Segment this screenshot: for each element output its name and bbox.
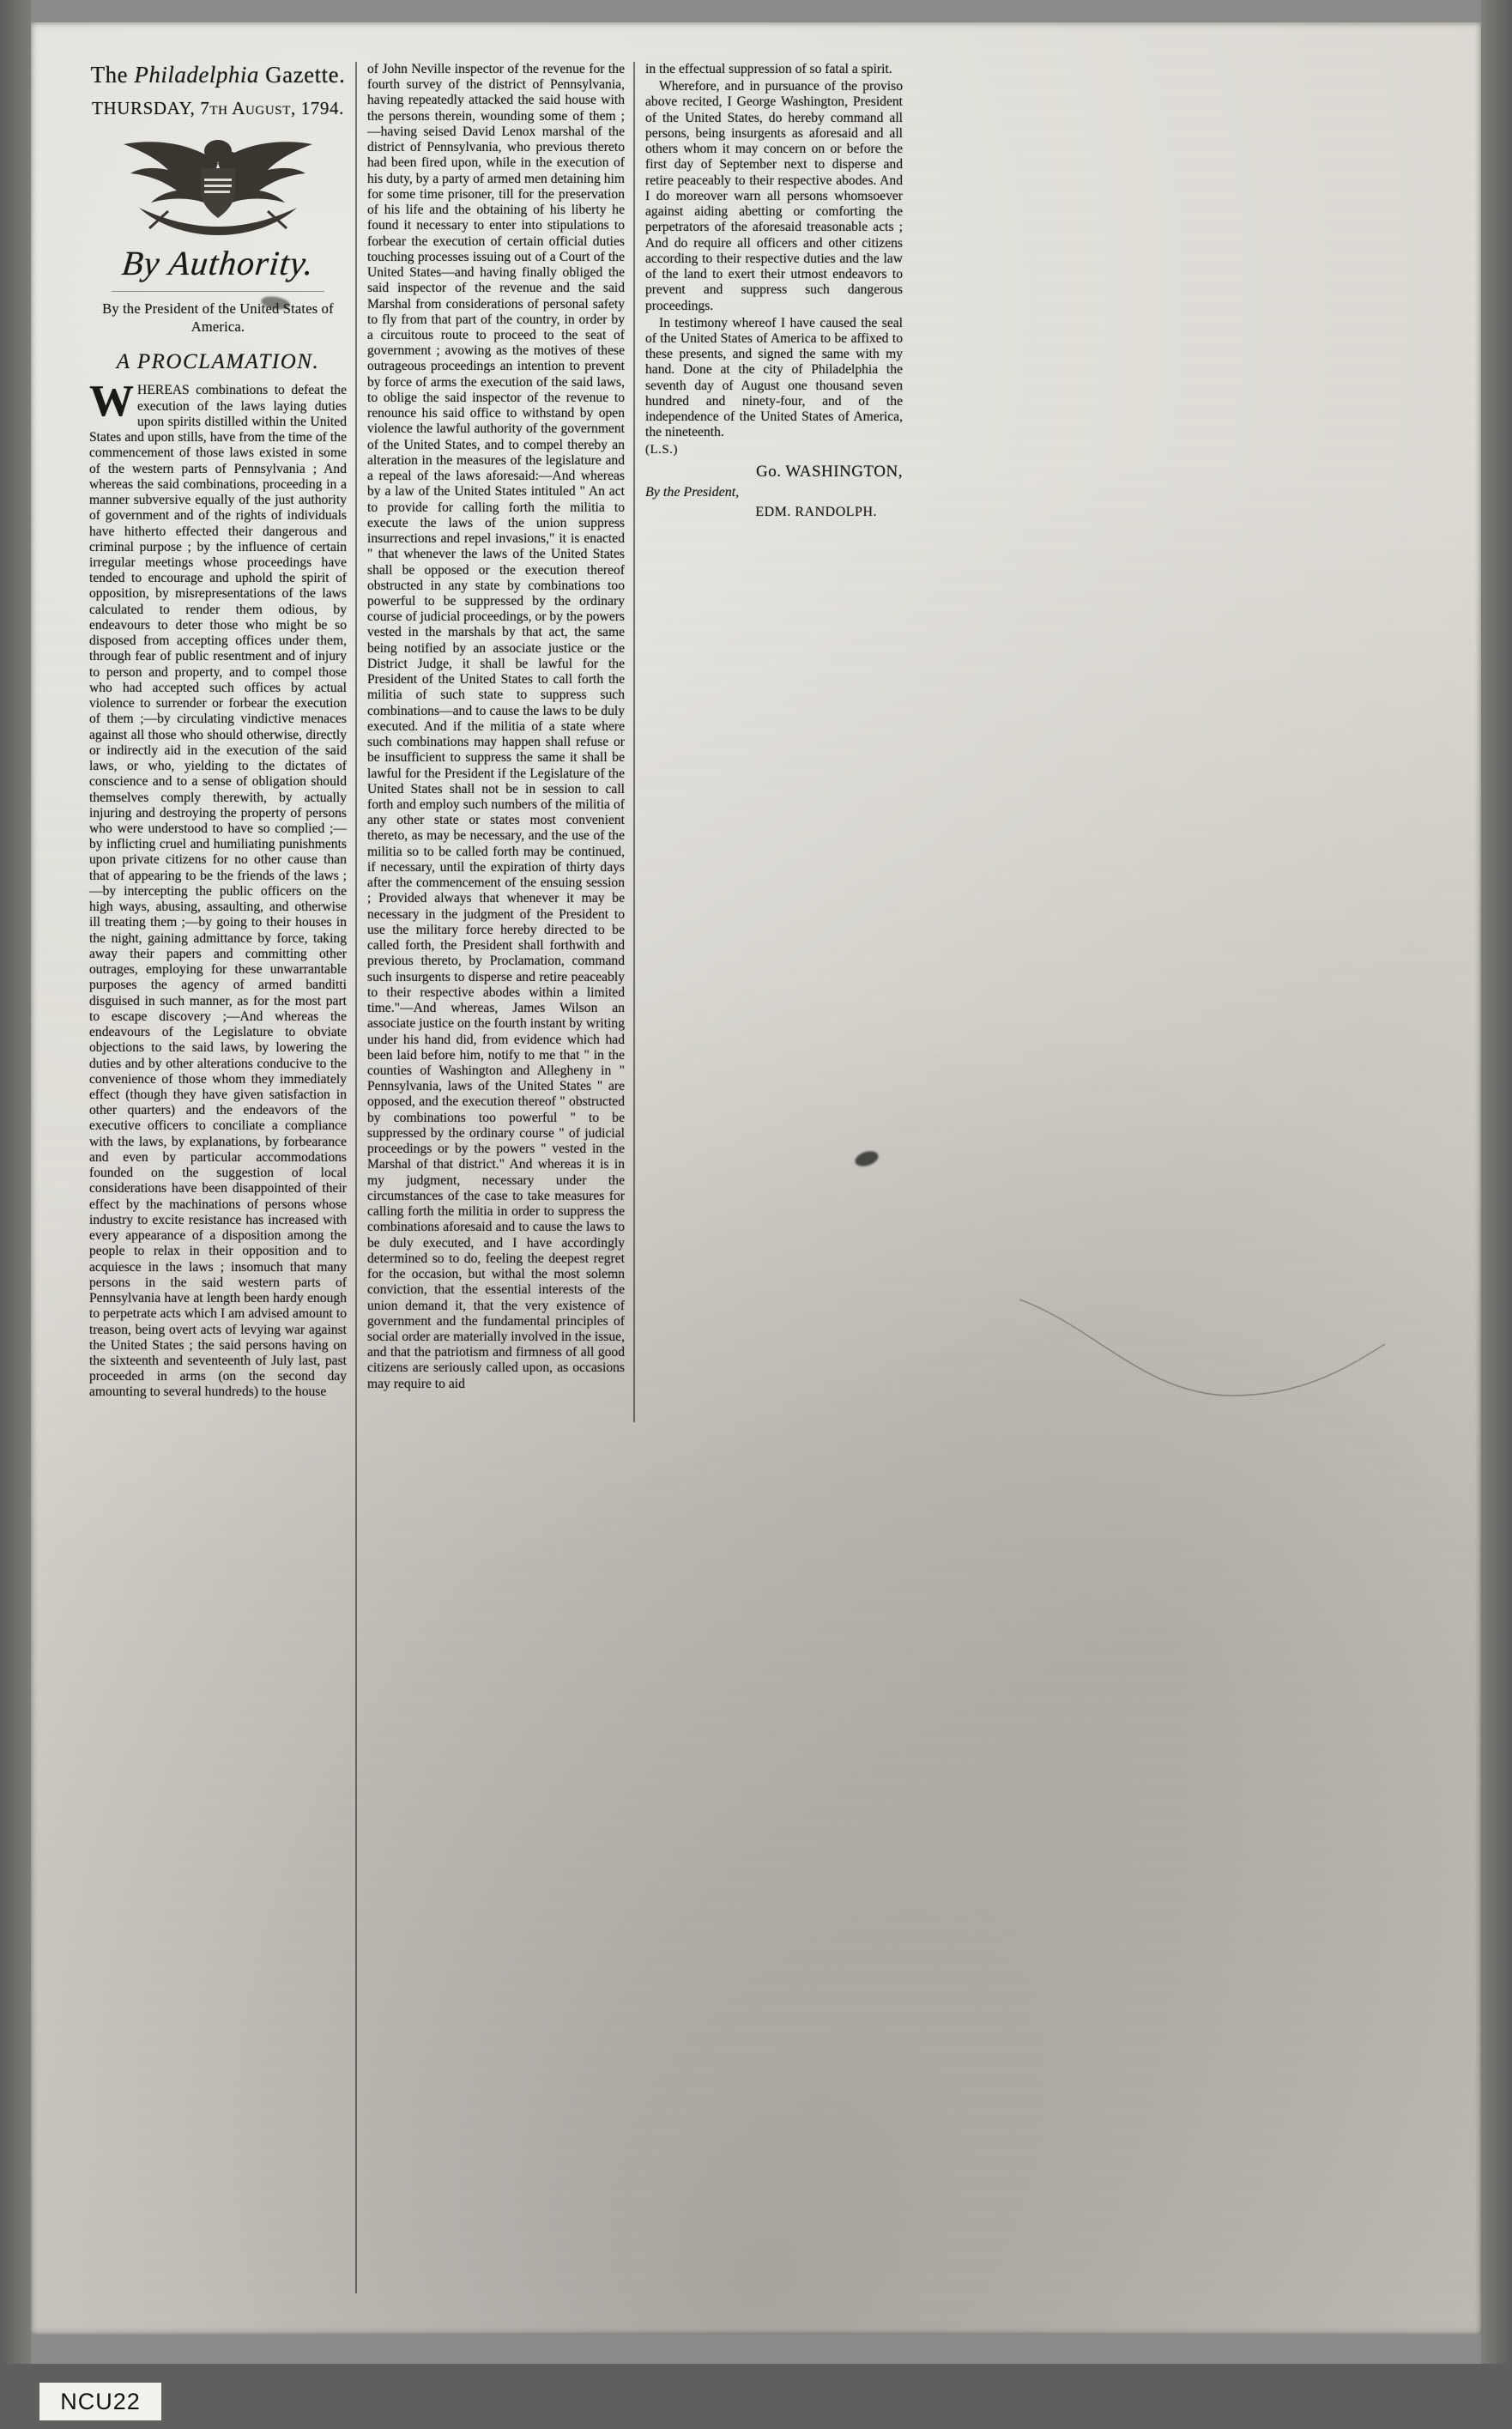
seal-label: (L.S.)	[645, 442, 678, 457]
eagle-crest-icon	[108, 125, 328, 237]
column-3-paragraph-3: In testimony whereof I have caused the seal of the United States of America to be affixed to these presents, and signed the same with my hand. Done at the city of Philadelphia the seventh day of August one thousand seven hundred and ninety-four, and of the independence of the United States of America, the nineteenth.	[645, 315, 903, 440]
by-the-president-label: By the President,	[645, 485, 740, 500]
masthead-title	[89, 62, 347, 89]
column-2	[367, 62, 625, 1394]
column-rule-1	[355, 62, 357, 2293]
film-footer-strip	[0, 2364, 1512, 2429]
by-president-line: By the President of the United States of America.	[102, 300, 334, 335]
ink-blot	[853, 1148, 880, 1169]
column-3-paragraph-2: Wherefore, and in pursuance of the proviso above recited, I George Washington, President of the United States, do hereby command all persons, being insurgents as aforesaid and all others whom it may concern on or before the first day of September next to disperse and retire peaceably to their respective abodes. And I do moreover warn all persons whomsoever against aiding abetting or comforting the perpetrators of the aforesaid treasonable acts ; And do require all officers and other citizens according to their respective duties and the law of the land to exert their utmost endeavors to prevent and suppress such dangerous proceedings.	[645, 79, 903, 313]
masthead-title-gazette: Gazette.	[258, 62, 346, 88]
masthead-title-philadelphia: Philadelphia	[134, 62, 259, 88]
column-3	[645, 62, 903, 521]
film-edge-right	[1481, 0, 1512, 2429]
signature-washington: Go. WASHINGTON,	[756, 463, 903, 482]
masthead	[89, 62, 347, 118]
column-1-paragraph: WHEREAS combinations to defeat the execution of the laws laying duties upon spirits distilled within the United States and upon stills, have from the time of the commencement of those laws existed in some of the western parts of Pennsylvania ; And whereas the said combinations, proceeding in a manner subversive equally of the just authority of government and of the rights of individuals have hitherto effected their dangerous and criminal purpose ; by the influence of certain irregular meetings whose proceedings have tended to encourage and uphold the spirit of opposition, by misrepresentations of the laws calculated to render them odious, by endeavours to deter those who might be so disposed from accepting offices under them, through fear of public resentment and of injury to person and property, and to compel those who had accepted such offices by actual violence to surrender or forbear the execution of them ;—by circulating vindictive menaces against all those who should otherwise, directly or indirectly aid in the execution of the said laws, or who, yielding to the dictates of conscience and to a sense of obligation should themselves comply therewith, by actually injuring and destroying the property of persons who were understood to have so complied ;—by inflicting cruel and humiliating punishments upon private citizens for no other cause than that of appearing to be the friends of the laws ;—by intercepting the public officers on the high ways, abusing, assaulting, and otherwise ill treating them ;—by going to their houses in the night, gaining admittance by force, taking away their papers and committing other outrages, employing for these unwarrantable purposes the agency of armed banditti disguised in such manner, as for the most part to escape discovery ;—And whereas the endeavours of the Legislature to obviate objections to the said laws, by lowering the duties and by other alterations conducive to the convenience of those whom they immediately effect (though they have given satisfaction in other quarters) and the endeavors of the executive officers to conciliate a compliance with the laws, by explanations, by forbearance and even by particular accommodations founded on the suggestion of local considerations have been disappointed of their effect by the machinations of persons whose industry to excite resistance has increased with every appearance of a disposition among the people to relax in their opposition and to acquiesce in the laws ; insomuch that many persons in the said western parts of Pennsylvania have at length been hardy enough to perpetrate acts which I am advised amount to treason, being overt acts of levying war against the United States ; the said persons having on the sixteenth and seventeenth of July last, past proceeded in arms (on the second day amounting to several hundreds) to the house	[89, 377, 347, 1400]
column-3-paragraph-1: in the effectual suppression of so fatal a spirit.	[645, 62, 892, 76]
column-2-paragraph: of John Neville inspector of the revenue for the fourth survey of the district of Pennsylvania, having repeatedly attacked the said house with the persons therein, wounding some of them ;—having seised David Lenox marshal of the district of Pennsylvania, who previous thereto had been fired upon, while in the execution of his duty, by a party of armed men detaining him for some time prisoner, till for the preservation of his life and the obtaining of his liberty he found it necessary to enter into stipulations to forbear the execution of certain official duties touching processes issuing out of a Court of the United States—and having finally obliged the said inspector of the revenue and the said Marshal from considerations of personal safety to fly from that part of the country, in order by a circuitous route to proceed to the seat of government ; avowing as the motives of these outrageous proceedings an intention to prevent by force of arms the execution of the said laws, to oblige the said inspector of the revenue to renounce his said office to withstand by open violence the lawful authority of the government of the United States, and to compel thereby an alteration in the measures of the legislature and a repeal of the laws aforesaid:—And whereas by a law of the United States intituled " An act to provide for calling forth the militia to execute the laws of the union suppress insurrections and repel invasions," it is enacted " that whenever the laws of the United States shall be opposed or the execution thereof obstructed in any state by combinations too powerful to be suppressed by the ordinary course of judicial proceedings, or by the powers vested in the marshals by that act, the same being notified by an associate justice or the District Judge, it shall be lawful for the President of the United States to call forth the militia of such state to suppress such combinations—and to cause the laws to be duly executed. And if the militia of a state where such combinations may happen shall refuse or be insufficient to suppress the same it shall be lawful for the President if the Legislature of the United States shall not be in session to call forth and employ such numbers of the militia of any other state or states most convenient thereto, as may be necessary, and the use of the militia so to be called forth may be continued, if necessary, until the expiration of thirty days after the commencement of the ensuing session ; Provided always that whenever it may be necessary in the judgment of the President to use the military force hereby directed to be called forth, the President shall forthwith and previous thereto, by Proclamation, command such insurgents to disperse and retire peaceably to their respective abodes within a limited time."—And whereas, James Wilson an associate justice on the fourth instant by writing under his hand did, from evidence which had been laid before him, notify to me that " in the counties of Washington and Allegheny in " Pennsylvania, laws of the United States " are opposed, and the execution thereof " obstructed by combinations too powerful " to be suppressed by the ordinary course " of judicial proceedings or by the powers " vested in the Marshal of that district." And whereas it is in my judgment, necessary under the circumstances of the case to take measures for calling forth the militia in order to suppress the combinations aforesaid and to cause the laws to be duly executed, and I have accordingly determined so to do, feeling the deepest regret for the occasion, but withal the most solemn conviction, that the essential interests of the union demand it, that the very existence of government and the fundamental principles of social order are materially involved in the issue, and that the patriotism and firmness of all good citizens are seriously called upon, as occasions may require to aid	[367, 62, 625, 1391]
column-rule-2	[633, 62, 635, 1422]
masthead-date: THURSDAY, 7th August, 1794.	[92, 97, 344, 118]
newspaper-page	[31, 22, 1481, 2335]
film-id-label: NCU22	[39, 2383, 161, 2420]
column-1	[89, 62, 347, 1402]
proclamation-heading: A PROCLAMATION.	[116, 350, 320, 374]
divider	[112, 291, 324, 292]
by-authority-heading: By Authority.	[120, 244, 317, 283]
masthead-title-the: The	[90, 62, 135, 88]
signature-randolph: EDM. RANDOLPH.	[755, 505, 877, 520]
film-scratch	[1018, 1293, 1387, 1439]
film-edge-left	[0, 0, 31, 2429]
